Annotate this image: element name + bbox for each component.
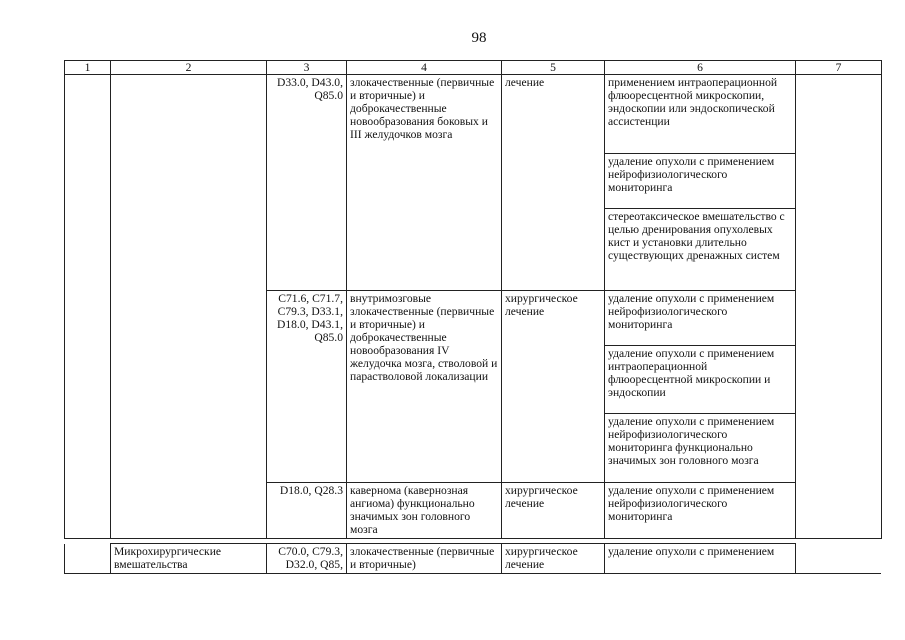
method-cell: удаление опухоли с применением нейрофизиологического мониторинга: [605, 154, 796, 209]
col7-cell: [796, 75, 882, 539]
header-cell-7: 7: [796, 61, 882, 75]
treatment-type-cell: хирургическое лечение: [502, 544, 605, 574]
treatment-type-cell: хирургическое лечение: [502, 483, 605, 539]
method-cell: удаление опухоли с применением нейрофизиологического мониторинга: [605, 291, 796, 346]
icd-codes-cell: C70.0, C79.3, D32.0, Q85,: [267, 544, 347, 574]
icd-codes-cell: D33.0, D43.0, Q85.0: [267, 75, 347, 291]
treatment-type-cell: лечение: [502, 75, 605, 291]
diagnosis-cell: злокачественные (первичные и вторичные): [347, 544, 502, 574]
header-cell-6: 6: [605, 61, 796, 75]
treatment-table: [64, 60, 882, 539]
treatment-type-cell: хирургическое лечение: [502, 291, 605, 483]
header-cell-4: 4: [347, 61, 502, 75]
header-cell-5: 5: [502, 61, 605, 75]
header-cell-1: 1: [65, 61, 111, 75]
continuation-table: [64, 543, 881, 573]
page-number: 98: [471, 30, 487, 46]
diagnosis-cell: внутримозговые злокачественные (первичные и вторичные) и доброкачественные новообразования IV желудочка мозга, стволовой и парастволовой локализации: [347, 291, 502, 483]
table-bottom-border: [64, 573, 881, 574]
col2-cell: [111, 75, 267, 539]
method-cell: удаление опухоли с применением интраоперационной флюоресцентной микроскопии и эндоскопии: [605, 346, 796, 414]
diagnosis-cell: кавернома (кавернозная ангиома) функционально значимых зон головного мозга: [347, 483, 502, 539]
col1-cell: [65, 544, 111, 574]
method-cell: удаление опухоли с применением: [605, 544, 796, 574]
intervention-name-cell: Микрохирургические вмешательства: [111, 544, 267, 574]
method-cell: стереотаксическое вмешательство с целью дренирования опухолевых кист и установки длительно существующих дренажных систем: [605, 209, 796, 291]
table-row: [65, 75, 882, 154]
col1-cell: [65, 75, 111, 539]
col7-cell: [796, 544, 882, 574]
icd-codes-cell: C71.6, C71.7, C79.3, D33.1, D18.0, D43.1, Q85.0: [267, 291, 347, 483]
method-cell: удаление опухоли с применением нейрофизиологического мониторинга: [605, 483, 796, 539]
icd-codes-cell: D18.0, Q28.3: [267, 483, 347, 539]
header-cell-2: 2: [111, 61, 267, 75]
header-cell-3: 3: [267, 61, 347, 75]
last-row-wrapper: [64, 543, 881, 573]
document-table-area: [64, 60, 881, 574]
method-cell: удаление опухоли с применением нейрофизиологического мониторинга функционально значимых зон головного мозга: [605, 414, 796, 483]
method-cell: применением интраоперационной флюоресцентной микроскопии, эндоскопии или эндоскопической ассистенции: [605, 75, 796, 154]
table-row: [65, 544, 882, 574]
header-row: [65, 61, 882, 75]
diagnosis-cell: злокачественные (первичные и вторичные) и доброкачественные новообразования боковых и III желудочков мозга: [347, 75, 502, 291]
